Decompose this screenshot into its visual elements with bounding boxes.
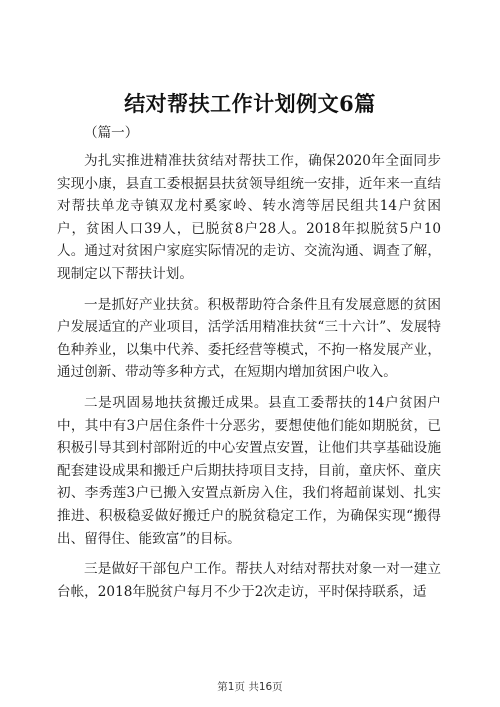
section-label: （篇一） [84,125,139,141]
document-body [57,122,441,611]
paragraph-industry: 一是抓好产业扶贫。积极帮助符合条件且有发展意愿的贫困户发展适宜的产业项目，活学活用精准扶贫“三十六计”、发展特色种养业，以集中代养、委托经营等模式，不拘一格发展产业，通过创新、带动等多种方式，在短期内增加贫困户收入。 [57,296,441,381]
document-title: 结对帮扶工作计划例文6篇 [124,91,376,116]
page-footer: 第1页 共16页 [217,681,283,693]
paragraph-cadre: 三是做好干部包户工作。帮扶人对结对帮扶对象一对一建立台帐，2018年脱贫户每月不少于2次走访，平时保持联系，适 [57,561,441,600]
paragraph-relocation: 二是巩固易地扶贫搬迁成果。县直工委帮扶的14户贫困户中，其中有3户居住条件十分恶劣，要想使他们能如期脱贫，已积极引导其到村部附近的中心安置点安置，让他们共享基础设施配套建设成果和搬迁户后期扶持项目支持，目前，童庆怀、童庆初、李秀莲3户已搬入安置点新房入住，我们将超前谋划、扎实推进、积极稳妥做好搬迁户的脱贫稳定工作，为确保实现“搬得出、留得住、能致富”的目标。 [57,394,441,547]
paragraph-intro: 为扎实推进精准扶贫结对帮扶工作，确保2020年全面同步实现小康，县直工委根据县扶贫领导组统一安排，近年来一直结对帮扶单龙寺镇双龙村奚家岭、转水湾等居民组共14户贫困户，贫困人口39人，已脱贫8户28人。2018年拟脱贫5户10人。通过对贫困户家庭实际情况的走访、交流沟通、调查了解，现制定以下帮扶计划。 [57,153,441,282]
